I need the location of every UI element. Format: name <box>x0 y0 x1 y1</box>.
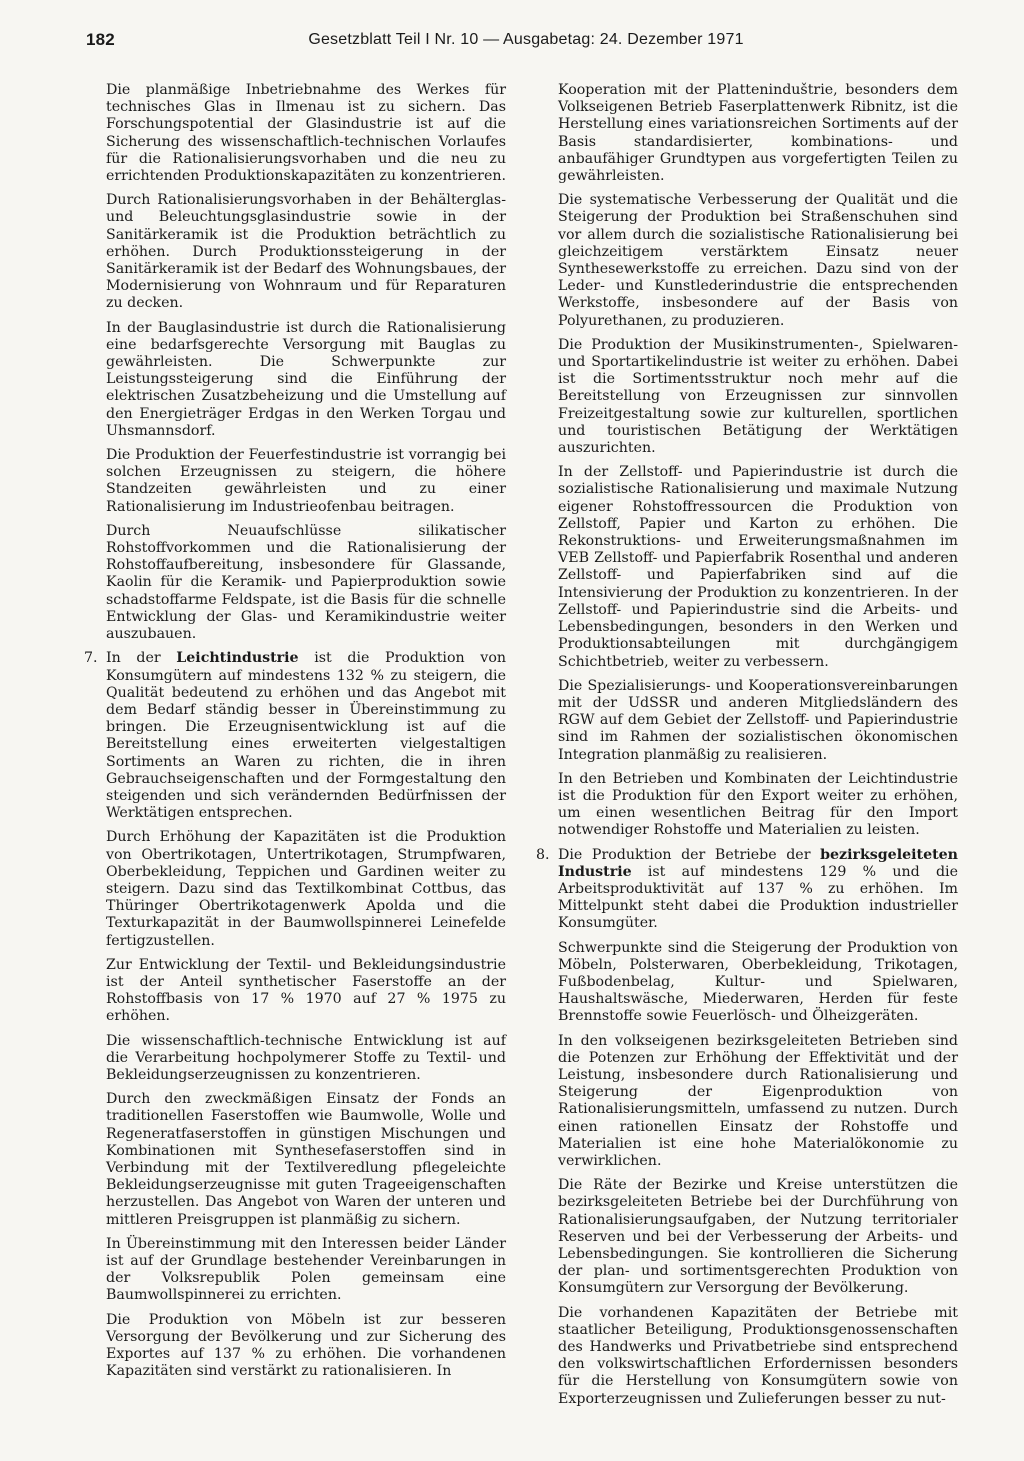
paragraph: In der Zellstoff- und Papierindustrie ist durch die sozialistische Rationalisierung und maximale Nutzung eigener Rohstoffressourcen die Produktion von Zellstoff, Papier und Karton zu erhöhen. Die Rekonstruktions- und Erweiterungsmaßnahmen im VEB Zellstoff- und Papierfabrik Rosenthal und anderen Zellstoff- und Papierfabriken sind auf die Intensivierung der Produktion zu konzentrieren. In der Zellstoff- und Papierindustrie sind die Arbeits- und Lebensbedingungen, besonders in den Werken und Produktionsabteilungen mit durchgängigem Schichtbetrieb, weiter zu verbessern. <box>558 464 958 670</box>
paragraph: Durch Erhöhung der Kapazitäten ist die Produktion von Obertrikotagen, Untertrikotagen, Strumpfwaren, Oberbekleidung, Teppichen und Gardinen weiter zu steigern. Dazu sind das Textilkombinat Cottbus, das Thüringer Obertrikotagenwerk Apolda und die Texturkapazität in der Baumwollspinnerei Leinefelde fertigzustellen. <box>106 829 506 949</box>
item-number: 7. <box>84 650 98 667</box>
paragraph: In der Bauglasindustrie ist durch die Rationalisierung eine bedarfsgerechte Versorgung mit Bauglas zu gewährleisten. Die Schwerpunkte zur Leistungssteigerung sind die Einführung der elektrischen Zusatzbeheizung und die Umstellung auf den Energieträger Erdgas in den Werken Torgau und Uhsmannsdorf. <box>106 319 506 439</box>
paragraph: In Übereinstimmung mit den Interessen beider Länder ist auf der Grundlage bestehender Vereinbarungen in der Volksrepublik Polen gemeinsam eine Baumwollspinnerei zu errichten. <box>106 1235 506 1304</box>
item-text: ist auf mindestens 129 % und die Arbeitsproduktivität auf 137 % zu erhöhen. Im Mittelpunkt steht dabei die Produktion industrieller Konsumgüter. <box>558 863 958 932</box>
paragraph: Die Räte der Bezirke und Kreise unterstützen die bezirksgeleiteten Betriebe bei der Durchführung von Rationalisierungsaufgaben, der Nutzung territorialer Reserven und bei der Verbesserung der Arbeits- und Lebensbedingungen. Sie kontrollieren die Sicherung der plan- und sortimentsgerechten Produktion von Konsumgütern zur Versorgung der Bevölkerung. <box>558 1177 958 1297</box>
item-lead: In der <box>106 650 177 667</box>
paragraph: Die Produktion von Möbeln ist zur besseren Versorgung der Bevölkerung und zur Sicherung des Exportes auf 137 % zu erhöhen. Die vorhandenen Kapazitäten sind verstärkt zu rationalisieren. In <box>106 1311 506 1380</box>
paragraph: Durch Rationalisierungsvorhaben in der Behälterglas- und Beleuchtungsglasindustrie sowie in der Sanitärkeramik ist die Produktion beträchtlich zu erhöhen. Durch Produktionssteigerung in der Sanitärkeramik ist der Bedarf des Wohnungsbaues, der Modernisierung von Wohnraum und für Reparaturen zu decken. <box>106 192 506 312</box>
page-number: 182 <box>86 30 115 49</box>
item-keyword: Leichtindustrie <box>176 650 299 667</box>
paragraph: Die Produktion der Feuerfestindustrie ist vorrangig bei solchen Erzeugnissen zu steigern, die höhere Standzeiten gewährleisten und zu einer Rationalisierung im Industrieofenbau beitragen. <box>106 447 506 515</box>
paragraph: Kooperation mit der Platteninduštrie, besonders dem Volkseigenen Betrieb Faserplattenwerk Ribnitz, ist die Herstellung eines variationsreichen Sortiments auf der Basis standardisierter, kombinations- und anbaufähiger Grundtypen aus vorgefertigten Teilen zu gewährleisten. <box>558 82 958 185</box>
paragraph: Durch Neuaufschlüsse silikatischer Rohstoffvorkommen und die Rationalisierung der Rohstoffaufbereitung, insbesondere für Glassande, Kaolin für die Keramik- und Papierproduktion sowie schadstoffarme Feldspate, ist die Basis für die schnelle Entwicklung der Glas- und Keramikindustrie weiter auszubauen. <box>106 522 506 643</box>
paragraph: Zur Entwicklung der Textil- und Bekleidungsindustrie ist der Anteil synthetischer Faserstoffe an der Rohstoffbasis von 17 % 1970 auf 27 % 1975 zu erhöhen. <box>106 956 506 1025</box>
item-body <box>558 847 958 933</box>
page-header <box>86 30 966 54</box>
item-keyword: bezirksgeleiteten Industrie <box>558 846 958 880</box>
paragraph: Durch den zweckmäßigen Einsatz der Fonds an traditionellen Faserstoffen wie Baumwolle, Wolle und Regeneratfaserstoffen in günstigen Mischungen und Kombinationen mit Synthesefaserstoffen sind in Verbindung mit der Textilveredlung pflegeleichte Bekleidungserzeugnisse mit guten Trageeigenschaften herzustellen. Das Angebot von Waren der unteren und mittleren Preisgruppen ist planmäßig zu sichern. <box>106 1091 506 1228</box>
paragraph: Die vorhandenen Kapazitäten der Betriebe mit staatlicher Beteiligung, Produktionsgenossenschaften des Handwerks und Privatbetriebe sind entsprechend den volkswirtschaftlichen Erfordernissen besonders für die Herstellung von Konsumgütern sowie von Exporterzeugnissen und Zulieferungen besser zu nut- <box>558 1304 958 1407</box>
paragraph: In den Betrieben und Kombinaten der Leichtindustrie ist die Produktion für den Export weiter zu erhöhen, um einen wesentlichen Beitrag für den Import notwendiger Rohstoffe und Materialien zu leisten. <box>558 770 958 839</box>
item-number: 8. <box>536 846 550 863</box>
item-body <box>106 650 506 822</box>
paragraph: Die Spezialisierungs- und Kooperationsvereinbarungen mit der UdSSR und anderen Mitgliedsländern des RGW auf dem Gebiet der Zellstoff- und Papierindustrie sind im Rahmen der sozialistischen ökonomischen Integration planmäßig zu realisieren. <box>558 677 958 763</box>
item-text: ist die Produktion von Konsumgütern auf mindestens 132 % zu steigern, die Qualität bedeutend zu erhöhen und das Angebot mit dem Bedarf ständig besser in Übereinstimmung zu bringen. Die Erzeugnisentwicklung ist auf die Bereitstellung eines erweiterten vielgestaltigen Sortiments an Waren zu richten, die in ihren Gebrauchseigenschaften und der Formgestaltung den steigenden und sich verändernden Bedürfnissen der Werktätigen entsprechen. <box>106 650 506 822</box>
numbered-item-8 <box>536 846 958 933</box>
item-lead: Die Produktion der Betriebe der <box>558 846 821 863</box>
paragraph: Die wissenschaftlich-technische Entwicklung ist auf die Verarbeitung hochpolymerer Stoffe zu Textil- und Bekleidungserzeugnissen zu konzentrieren. <box>106 1032 506 1083</box>
paragraph: In den volkseigenen bezirksgeleiteten Betrieben sind die Potenzen zur Erhöhung der Effektivität und der Leistung, insbesondere durch Rationalisierung und Steigerung der Eigenproduktion von Rationalisierungsmitteln, umfassend zu nutzen. Durch einen rationellen Einsatz der Rohstoffe und Materialien ist eine hohe Materialökonomie zu verwirklichen. <box>558 1032 958 1169</box>
paragraph: Die systematische Verbesserung der Qualität und die Steigerung der Produktion bei Straßenschuhen sind vor allem durch die sozialistische Rationalisierung bei gleichzeitigem verstärktem Einsatz neuer Synthesewerkstoffe zu erreichen. Dazu sind von der Leder- und Kunstlederindustrie die entsprechenden Werkstoffe, insbesondere auf der Basis von Polyurethanen, zu produzieren. <box>558 192 958 329</box>
paragraph: Schwerpunkte sind die Steigerung der Produktion von Möbeln, Polsterwaren, Oberbekleidung, Trikotagen, Fußbodenbelag, Kultur- und Spielwaren, Haushaltswäsche, Miederwaren, Herden für feste Brennstoffe sowie Feuerlösch- und Ölheizgeräten. <box>558 939 958 1025</box>
right-column <box>536 82 958 1415</box>
paragraph: Die planmäßige Inbetriebnahme des Werkes für technisches Glas in Ilmenau ist zu sichern. Das Forschungspotential der Glasindustrie ist auf die Sicherung des wissenschaftlich-technischen Vorlaufes für die Rationalisierungsvorhaben und die neu zu errichtenden Produktionskapazitäten zu konzentrieren. <box>106 82 506 185</box>
paragraph: Die Produktion der Musikinstrumenten-, Spielwaren- und Sportartikelindustrie ist weiter zu erhöhen. Dabei ist die Sortimentsstruktur noch mehr auf die Bereitstellung von Erzeugnissen zur sinnvollen Freizeitgestaltung sowie zur kulturellen, sportlichen und touristischen Betätigung der Werktätigen auszurichten. <box>558 336 958 457</box>
header-title: Gesetzblatt Teil I Nr. 10 — Ausgabetag: 24. Dezember 1971 <box>308 31 744 48</box>
numbered-item-7 <box>84 650 506 822</box>
left-column <box>84 82 506 1387</box>
